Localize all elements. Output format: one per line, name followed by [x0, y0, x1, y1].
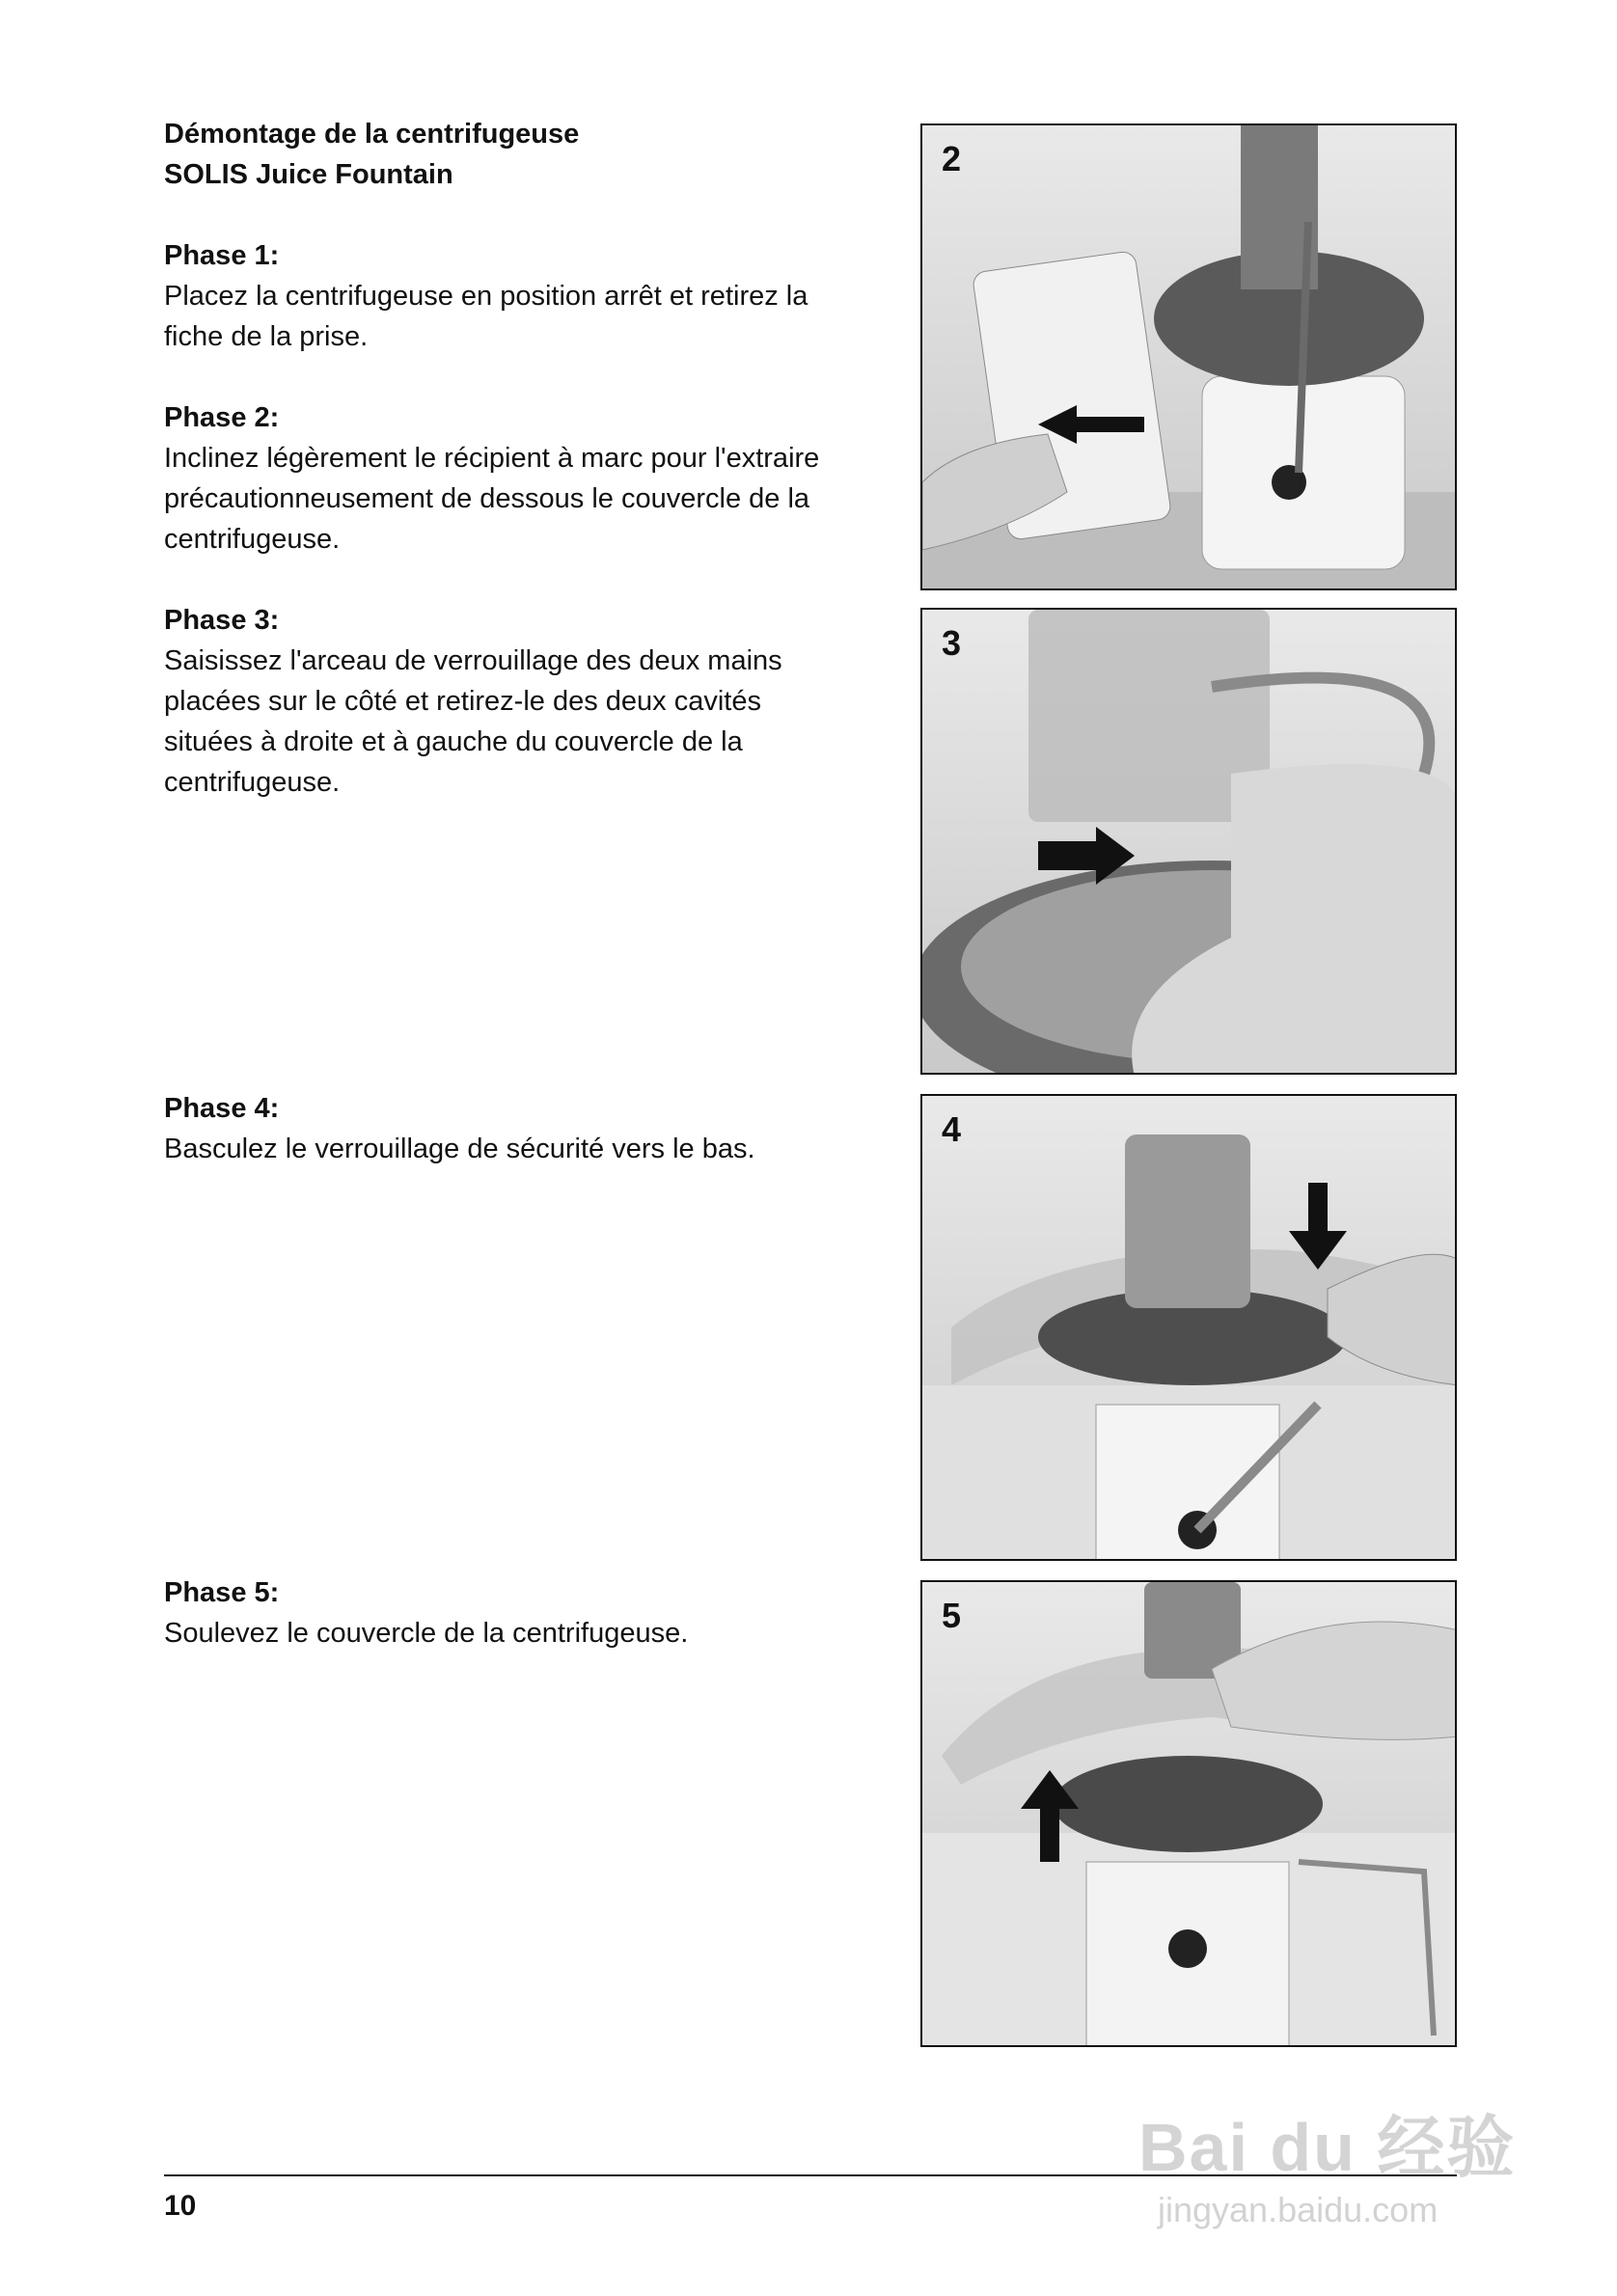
- figure-5: [920, 1580, 1457, 2047]
- phase-text: Soulevez le couvercle de la centrifugeuse.: [164, 1618, 689, 1649]
- title-line-1: Démontage de la centrifugeuse: [164, 119, 580, 150]
- juicer-photo-illustration: [922, 610, 1457, 1075]
- figure-number: 5: [942, 1596, 962, 1635]
- phase-heading: Phase 4:: [164, 1093, 280, 1124]
- phase-text: Basculez le verrouillage de sécurité vers le bas.: [164, 1134, 755, 1164]
- juicer-photo-illustration: [922, 1096, 1457, 1561]
- phase-heading: Phase 5:: [164, 1577, 280, 1608]
- figure-number: 3: [942, 623, 962, 663]
- phase-text: Placez la centrifugeuse en position arrêt et retirez la fiche de la prise.: [164, 281, 808, 352]
- phase-heading: Phase 1:: [164, 240, 280, 271]
- phase-text: Saisissez l'arceau de verrouillage des deux mains placées sur le côté et retirez-le des deux cavités situées à droite et à gauche du couvercle de la centrifugeuse.: [164, 645, 782, 798]
- document-title: [164, 114, 820, 195]
- figure-number: 4: [942, 1109, 962, 1149]
- phase-2: [164, 397, 820, 560]
- watermark: [1138, 2055, 1544, 2248]
- phase-heading: Phase 3:: [164, 605, 280, 636]
- phase-1: [164, 235, 820, 357]
- title-line-2: SOLIS Juice Fountain: [164, 159, 453, 190]
- figure-number: 2: [942, 139, 962, 178]
- phase-5: [164, 1572, 820, 1654]
- phase-heading: Phase 2:: [164, 402, 280, 433]
- juicer-photo-illustration: [922, 1582, 1457, 2047]
- watermark-logo: Bai du 经验: [1138, 2110, 1517, 2185]
- phase-4: [164, 1088, 820, 1169]
- watermark-url: jingyan.baidu.com: [1158, 2190, 1439, 2229]
- phase-text: Inclinez légèrement le récipient à marc pour l'extraire précautionneusement de dessous le couvercle de la centrifugeuse.: [164, 443, 820, 555]
- figure-4: [920, 1094, 1457, 1561]
- phase-3: [164, 600, 820, 803]
- figure-2: [920, 123, 1457, 590]
- page-number: 10: [164, 2190, 197, 2222]
- figure-3: [920, 608, 1457, 1075]
- juicer-photo-illustration: [922, 125, 1457, 590]
